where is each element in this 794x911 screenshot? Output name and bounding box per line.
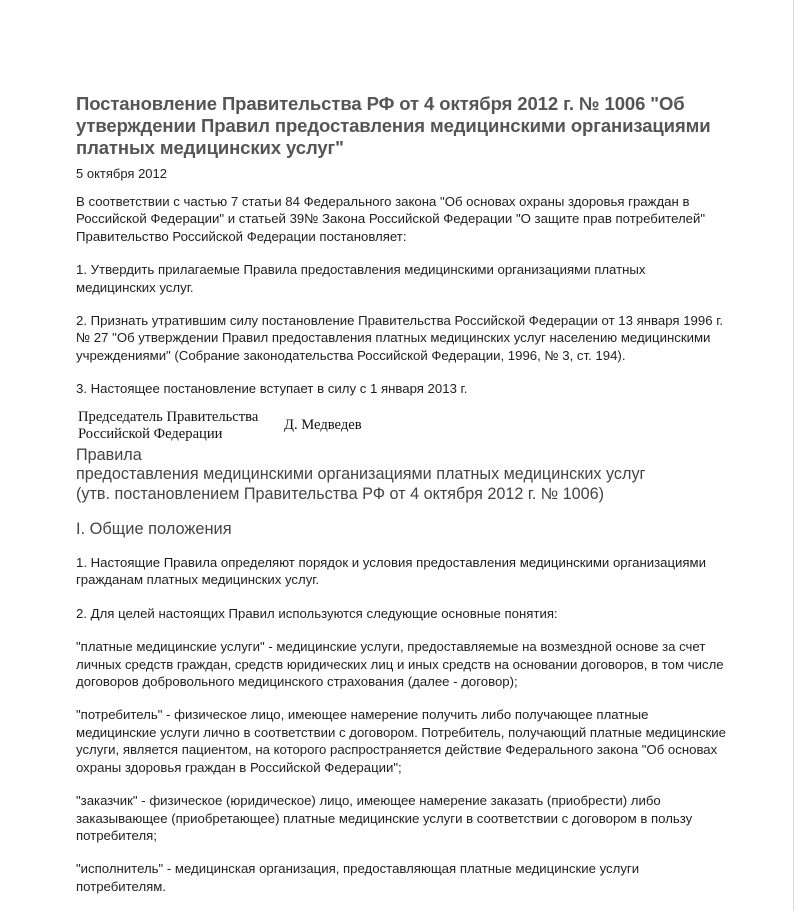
section-title: I. Общие положения bbox=[76, 520, 232, 539]
signature-block bbox=[76, 409, 726, 445]
signer-position bbox=[78, 409, 288, 444]
intro-paragraph: В соответствии с частью 7 статьи 84 Федерального закона "Об основах охраны здоровья граждан в Российской Федерации" и статьей 39№ Закона Российской Федерации "О защите прав потребителей" Правительство Российской Федерации постановляет: bbox=[76, 194, 706, 244]
decree-item-3: 3. Настоящее постановление вступает в силу с 1 января 2013 г. bbox=[76, 381, 468, 397]
document-date: 5 октября 2012 bbox=[76, 166, 167, 181]
definition-executor: "исполнитель" - медицинская организация, предоставляющая платные медицинские услуги потребителям. bbox=[76, 861, 640, 894]
rules-paragraph: 1. Настоящие Правила определяют порядок и условия предоставления медицинскими организациями гражданам платных медицинских услуг. bbox=[76, 555, 706, 588]
document-content bbox=[76, 93, 726, 911]
rules-heading-line-3: (утв. постановлением Правительства РФ от 4 октября 2012 г. № 1006) bbox=[76, 485, 605, 504]
document-title: Постановление Правительства РФ от 4 октября 2012 г. № 1006 "Об утверждении Правил предоставления медицинскими организациями платных медицинских услуг" bbox=[76, 93, 711, 158]
rules-heading-line-1: Правила bbox=[76, 445, 142, 464]
signer-position-line-1: Председатель Правительства bbox=[78, 408, 259, 425]
signer-position-line-2: Российской Федерации bbox=[78, 426, 223, 443]
signer-name: Д. Медведев bbox=[284, 416, 362, 433]
definition-paid-services: "платные медицинские услуги" - медицинские услуги, предоставляемые на возмездной основе за счет личных средств граждан, средств юридических лиц и иных средств на основании договоров, в том числе договоров добровольного медицинского страхования (далее - договор); bbox=[76, 639, 724, 690]
rules-heading-line-2: предоставления медицинскими организациями платных медицинских услуг bbox=[76, 465, 646, 484]
rules-heading bbox=[76, 446, 726, 505]
definition-consumer: "потребитель" - физическое лицо, имеющее намерение получить либо получающее платные медицинские услуги лично в соответствии с договором. Потребитель, получающий платные медицинские услуги, является пациентом, на которого распространяется действие Федерального закона "Об основах охраны здоровья граждан в Российской Федерации"; bbox=[76, 707, 727, 775]
definition-customer: "заказчик" - физическое (юридическое) лицо, имеющее намерение заказать (приобрести) либо заказывающее (приобретающее) платные медицинские услуги в соответствии с договором в пользу потребителя; bbox=[76, 793, 693, 843]
decree-item-1: 1. Утвердить прилагаемые Правила предоставления медицинскими организациями платных медицинских услуг. bbox=[76, 262, 646, 295]
rules-paragraph: 2. Для целей настоящих Правил используются следующие основные понятия: bbox=[76, 605, 558, 621]
decree-item-2: 2. Признать утратившим силу постановление Правительства Российской Федерации от 13 января 1996 г. № 27 "Об утверждении Правил предоставления платных медицинских услуг населению медицинскими учреждениями" (Собрание законодательства Российской Федерации, 1996, № 3, ст. 194). bbox=[76, 313, 724, 363]
